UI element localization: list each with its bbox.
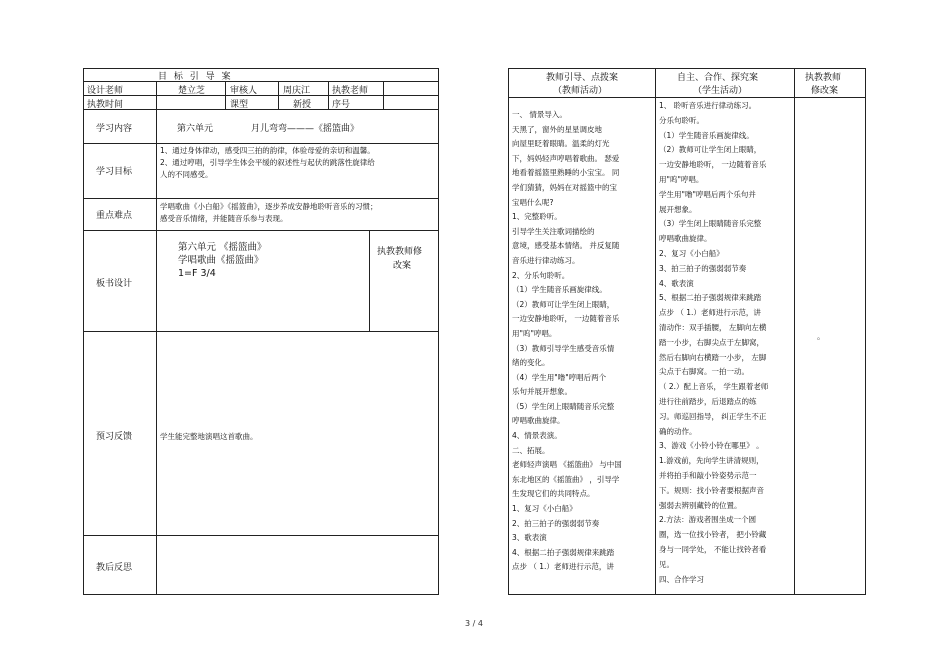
table-border (83, 68, 439, 69)
col-line (156, 81, 157, 109)
table-border (508, 68, 866, 69)
header-line (508, 97, 866, 98)
board-text: 第六单元 《摇篮曲》 学唱歌曲《摇篮曲》 1=F 3/4 (178, 242, 267, 279)
table-border (865, 68, 866, 595)
lesson-type-value: 新授 (293, 100, 312, 110)
teacher-header-line1: 教师引导、点拨案 (546, 73, 619, 83)
revise-label-line1: 执教教师修 (377, 247, 423, 257)
reviewer-value: 周庆江 (283, 86, 311, 96)
board-label: 板书设计 (96, 279, 133, 289)
col-line (328, 81, 329, 109)
revision-mark: 。 (817, 332, 825, 341)
row-line (83, 230, 439, 231)
lesson-type-label: 课型 (230, 100, 249, 110)
teacher-header-line2: （教师活动） (553, 86, 608, 96)
table-border (508, 68, 509, 595)
reflect-label: 教后反思 (96, 563, 133, 573)
col-line (156, 109, 157, 595)
row-line (83, 143, 439, 144)
content-song: 月儿弯弯———《摇篮曲》 (251, 124, 360, 134)
teacher-activity-text: 一、 情景导入。 天黑了，窗外的星星调皮地 向屋里眨着眼睛。温柔的灯光 下，妈妈轻声哼唱着歌曲。 瑟爱 地看着摇篮里熟睡的小宝宝。 同 学们猜猜，妈妈在对摇篮中的宝 宝唱什么呢? 1、完整聆听。 引导学生关注歌词描绘的 意境，感受基本情绪。 并反复随 音乐进行律动练习。 2、分乐句聆听。 （1）学生随音乐画旋律线。 （2）教师可让学生闭上眼睛， 一边安静地聆听， 一边随着音乐 用"呜"哼唱。 （3）教师引导学生感受音乐情 绪的变化。 （4）学生用"噜"哼唱后两个 乐句并展开想象。 （5）学生闭上眼睛随音乐完整 哼唱歌曲旋律。 4、情景表演。 二、拓展。 老师轻声演唱 《摇篮曲》 与中国 东北地区的《摇篮曲》 ，引导学 生发现它们的共同特点。 1、复习《小白船》 2、拍三拍子的强弱弱节奏 3、歌表演 4、根据二拍子强弱规律来跳踏 点步 （ 1.）老师进行示范，讲 (512, 110, 622, 572)
teach-time-label: 执教时间 (87, 100, 124, 110)
row-line (83, 95, 439, 96)
col-line (794, 68, 795, 595)
feedback-text: 学生能完整地演唱这首歌曲。 (160, 432, 258, 441)
row-line (83, 109, 439, 110)
row-line (83, 331, 439, 332)
page-number: 3 / 4 (465, 619, 483, 628)
teacher-label: 执教老师 (332, 86, 369, 96)
revise-label-line2: 改案 (393, 261, 412, 271)
table-border (508, 594, 866, 595)
designer-value: 楚立芝 (178, 86, 206, 96)
student-header-line2: （学生活动） (693, 86, 748, 96)
serial-label: 序号 (332, 100, 351, 110)
col-line (369, 230, 370, 332)
row-line (83, 535, 439, 536)
row-line (83, 81, 439, 82)
key-text: 学唱歌曲《小白船》《摇篮曲》，逐步养成安静地聆听音乐的习惯； 感受音乐情绪，并能随音乐参与表现。 (160, 202, 378, 223)
row-line (83, 198, 439, 199)
student-header-line1: 自主、合作、探究案 (677, 73, 759, 83)
col-line (225, 81, 226, 109)
content-unit: 第六单元 (177, 124, 214, 134)
table-border (83, 594, 439, 595)
reviewer-label: 审核人 (230, 86, 258, 96)
goal-label: 学习目标 (96, 167, 133, 177)
feedback-label: 预习反馈 (96, 432, 133, 442)
key-label: 重点难点 (96, 211, 133, 221)
revise-header-line1: 执教教师 (805, 73, 842, 83)
col-line (383, 81, 384, 109)
goal-text: 1、通过身体律动，感受四三拍的韵律，体验母爱的亲切和温馨。 2、通过哼唱，引导学生体会平缓的叙述性与起伏的跳落性旋律给 人的不同感受。 (160, 146, 375, 179)
revise-header-line2: 修改案 (811, 86, 839, 96)
col-line (278, 81, 279, 109)
designer-label: 设计老师 (87, 86, 124, 96)
content-label: 学习内容 (96, 124, 133, 134)
col-line (655, 68, 656, 595)
lesson-plan-title: 目 标 引 导 案 (158, 72, 233, 82)
student-activity-text: 1、 聆听音乐进行律动练习。 分乐句聆听。 （1）学生随音乐画旋律线。 （2）教师可让学生闭上眼睛， 一边安静地聆听， 一边随着音乐 用"呜"哼唱。 学生用"噜"哼唱后两个乐句并 展开想象。 （3）学生闭上眼睛随音乐完整 哼唱歌曲旋律。 2、复习《小白船》 3、拍三拍子的强弱弱节奏 4、歌表演 5、根据二拍子强弱规律来跳踏 点步 （ 1.）老师进行示范，讲 清动作：双手插腰， 左脚向左横 踏一小步，右脚尖点于左脚窝， 然后右脚向右横踏一小步， 左脚 尖点于右脚窝。一拍一动。 （ 2.）配上音乐， 学生跟着老师 进行往前踏步，后退踏点的练 习。师巡回指导， 纠正学生不正 确的动作。 3、游戏《小铃小铃在哪里》 。 1.游戏前，先向学生讲清规则， 并将拍手和敲小铃姿势示范一 下。规则：找小铃者要根据声音 强弱去辨别藏铃的位置。 2.方法：游戏者围坐成一个圆 圈，选一位找小铃者， 把小铃藏 身与一同学处， 不能让找铃者看 见。 四、合作学习 (659, 101, 769, 584)
